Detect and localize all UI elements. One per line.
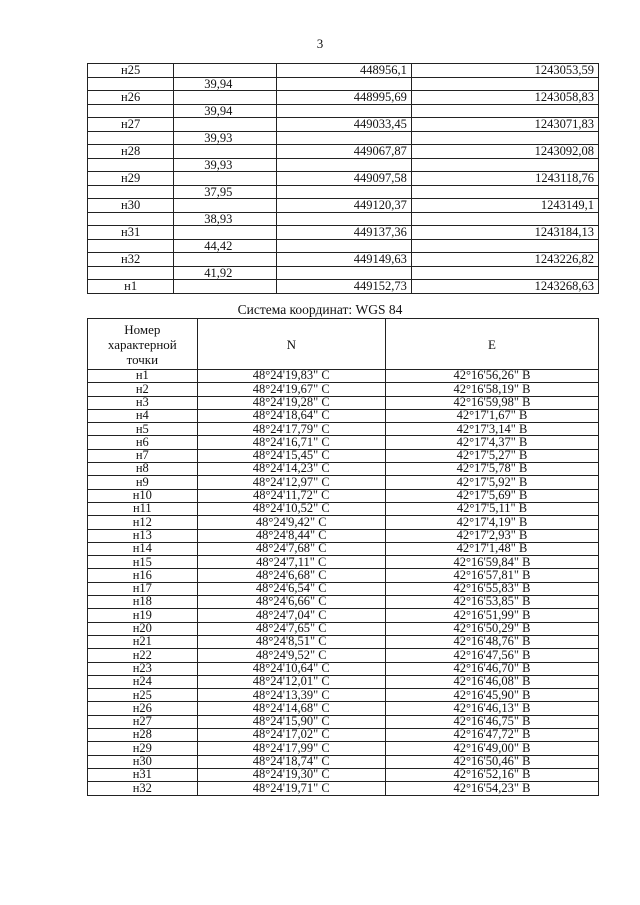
point-latitude: 48°24'11,72" С	[197, 489, 385, 502]
point-latitude: 48°24'19,30" С	[197, 768, 385, 781]
empty-cell	[88, 77, 174, 91]
point-longitude: 42°16'47,72" В	[385, 729, 598, 742]
point-latitude: 48°24'18,74" С	[197, 755, 385, 768]
point-longitude: 42°17'4,37" В	[385, 436, 598, 449]
table-row	[88, 199, 599, 213]
point-x: 449120,37	[277, 199, 412, 213]
point-name: н8	[88, 463, 198, 476]
table-row	[88, 768, 599, 781]
point-x: 449149,63	[277, 253, 412, 267]
table-row	[88, 253, 599, 267]
empty-cell	[411, 77, 598, 91]
point-latitude: 48°24'9,52" С	[197, 649, 385, 662]
empty-cell	[88, 131, 174, 145]
distance-row	[88, 185, 599, 199]
point-name: н29	[88, 742, 198, 755]
empty-cell	[277, 185, 412, 199]
point-latitude: 48°24'19,83" С	[197, 370, 385, 383]
table-row	[88, 502, 599, 515]
point-y: 1243058,83	[411, 91, 598, 105]
point-latitude: 48°24'19,67" С	[197, 383, 385, 396]
distance-row	[88, 239, 599, 253]
point-latitude: 48°24'13,39" С	[197, 689, 385, 702]
point-latitude: 48°24'17,99" С	[197, 742, 385, 755]
point-y: 1243071,83	[411, 118, 598, 132]
point-longitude: 42°16'53,85" В	[385, 596, 598, 609]
point-longitude: 42°16'47,56" В	[385, 649, 598, 662]
empty-cell	[411, 266, 598, 280]
point-latitude: 48°24'14,23" С	[197, 463, 385, 476]
table-header-row	[88, 319, 599, 370]
header-n: N	[197, 319, 385, 370]
point-latitude: 48°24'17,02" С	[197, 729, 385, 742]
point-name: н25	[88, 689, 198, 702]
point-longitude: 42°16'49,00" В	[385, 742, 598, 755]
segment-distance: 38,93	[174, 212, 277, 226]
coordinates-table-msk	[87, 63, 599, 294]
table-row	[88, 409, 599, 422]
point-name: н19	[88, 609, 198, 622]
empty-cell	[411, 158, 598, 172]
point-longitude: 42°17'5,92" В	[385, 476, 598, 489]
point-name: н30	[88, 755, 198, 768]
empty-cell	[411, 212, 598, 226]
point-latitude: 48°24'15,90" С	[197, 715, 385, 728]
point-name: н31	[88, 226, 174, 240]
empty-cell	[411, 104, 598, 118]
point-longitude: 42°16'48,76" В	[385, 635, 598, 648]
point-longitude: 42°17'5,27" В	[385, 449, 598, 462]
point-name: н5	[88, 423, 198, 436]
empty-cell	[411, 239, 598, 253]
point-x: 448995,69	[277, 91, 412, 105]
empty-cell	[277, 104, 412, 118]
point-y: 1243053,59	[411, 64, 598, 78]
point-longitude: 42°16'50,29" В	[385, 622, 598, 635]
empty-cell	[411, 131, 598, 145]
point-name: н24	[88, 675, 198, 688]
table-row	[88, 91, 599, 105]
point-longitude: 42°16'51,99" В	[385, 609, 598, 622]
segment-distance: 39,94	[174, 104, 277, 118]
point-longitude: 42°17'5,11" В	[385, 502, 598, 515]
empty-cell	[174, 172, 277, 186]
point-longitude: 42°17'1,67" В	[385, 409, 598, 422]
empty-cell	[174, 145, 277, 159]
point-latitude: 48°24'17,79" С	[197, 423, 385, 436]
empty-cell	[88, 212, 174, 226]
point-longitude: 42°16'54,23" В	[385, 782, 598, 795]
point-x: 449097,58	[277, 172, 412, 186]
header-e: E	[385, 319, 598, 370]
empty-cell	[411, 185, 598, 199]
point-name: н28	[88, 145, 174, 159]
distance-row	[88, 131, 599, 145]
distance-row	[88, 212, 599, 226]
point-name: н27	[88, 118, 174, 132]
point-x: 449033,45	[277, 118, 412, 132]
point-name: н1	[88, 370, 198, 383]
empty-cell	[88, 104, 174, 118]
point-longitude: 42°16'50,46" В	[385, 755, 598, 768]
table-row	[88, 556, 599, 569]
distance-row	[88, 77, 599, 91]
segment-distance: 44,42	[174, 239, 277, 253]
empty-cell	[174, 118, 277, 132]
table-row	[88, 635, 599, 648]
empty-cell	[277, 77, 412, 91]
point-latitude: 48°24'6,54" С	[197, 582, 385, 595]
coordinates-table-wgs84	[87, 318, 599, 796]
distance-row	[88, 158, 599, 172]
table-row	[88, 463, 599, 476]
empty-cell	[277, 266, 412, 280]
table-row	[88, 596, 599, 609]
point-latitude: 48°24'14,68" С	[197, 702, 385, 715]
point-name: н17	[88, 582, 198, 595]
empty-cell	[88, 266, 174, 280]
point-name: н14	[88, 542, 198, 555]
point-y: 1243118,76	[411, 172, 598, 186]
empty-cell	[174, 199, 277, 213]
point-name: н3	[88, 396, 198, 409]
point-longitude: 42°17'2,93" В	[385, 529, 598, 542]
point-latitude: 48°24'10,52" С	[197, 502, 385, 515]
point-latitude: 48°24'7,04" С	[197, 609, 385, 622]
point-longitude: 42°16'59,98" В	[385, 396, 598, 409]
point-latitude: 48°24'10,64" С	[197, 662, 385, 675]
point-name: н16	[88, 569, 198, 582]
point-longitude: 42°17'1,48" В	[385, 542, 598, 555]
point-name: н9	[88, 476, 198, 489]
point-name: н12	[88, 516, 198, 529]
point-y: 1243149,1	[411, 199, 598, 213]
point-latitude: 48°24'7,68" С	[197, 542, 385, 555]
point-latitude: 48°24'15,45" С	[197, 449, 385, 462]
point-y: 1243226,82	[411, 253, 598, 267]
empty-cell	[174, 91, 277, 105]
point-name: н23	[88, 662, 198, 675]
table-row	[88, 280, 599, 294]
point-name: н28	[88, 729, 198, 742]
empty-cell	[88, 185, 174, 199]
point-latitude: 48°24'18,64" С	[197, 409, 385, 422]
point-name: н21	[88, 635, 198, 648]
point-latitude: 48°24'16,71" С	[197, 436, 385, 449]
point-x: 449137,36	[277, 226, 412, 240]
point-longitude: 42°16'55,83" В	[385, 582, 598, 595]
point-name: н27	[88, 715, 198, 728]
point-longitude: 42°16'58,19" В	[385, 383, 598, 396]
point-y: 1243268,63	[411, 280, 598, 294]
empty-cell	[174, 226, 277, 240]
table-row	[88, 226, 599, 240]
point-longitude: 42°16'46,13" В	[385, 702, 598, 715]
distance-row	[88, 104, 599, 118]
point-name: н13	[88, 529, 198, 542]
point-name: н6	[88, 436, 198, 449]
point-longitude: 42°16'56,26" В	[385, 370, 598, 383]
segment-distance: 39,93	[174, 131, 277, 145]
point-latitude: 48°24'19,28" С	[197, 396, 385, 409]
point-latitude: 48°24'8,44" С	[197, 529, 385, 542]
point-longitude: 42°16'46,08" В	[385, 675, 598, 688]
point-name: н7	[88, 449, 198, 462]
point-longitude: 42°17'4,19" В	[385, 516, 598, 529]
point-name: н20	[88, 622, 198, 635]
point-name: н32	[88, 253, 174, 267]
empty-cell	[174, 280, 277, 294]
empty-cell	[88, 239, 174, 253]
table-row	[88, 729, 599, 742]
point-name: н22	[88, 649, 198, 662]
empty-cell	[277, 158, 412, 172]
point-x: 449067,87	[277, 145, 412, 159]
table-row	[88, 423, 599, 436]
segment-distance: 37,95	[174, 185, 277, 199]
point-name: н10	[88, 489, 198, 502]
point-longitude: 42°16'52,16" В	[385, 768, 598, 781]
point-name: н31	[88, 768, 198, 781]
point-name: н30	[88, 199, 174, 213]
point-latitude: 48°24'8,51" С	[197, 635, 385, 648]
point-name: н29	[88, 172, 174, 186]
empty-cell	[174, 64, 277, 78]
table-row	[88, 689, 599, 702]
table-row	[88, 675, 599, 688]
segment-distance: 39,93	[174, 158, 277, 172]
point-name: н11	[88, 502, 198, 515]
point-longitude: 42°16'46,75" В	[385, 715, 598, 728]
point-longitude: 42°17'3,14" В	[385, 423, 598, 436]
segment-distance: 41,92	[174, 266, 277, 280]
point-name: н15	[88, 556, 198, 569]
point-longitude: 42°16'57,81" В	[385, 569, 598, 582]
point-name: н4	[88, 409, 198, 422]
point-latitude: 48°24'12,01" С	[197, 675, 385, 688]
empty-cell	[277, 212, 412, 226]
point-name: н26	[88, 91, 174, 105]
point-longitude: 42°16'45,90" В	[385, 689, 598, 702]
point-latitude: 48°24'6,66" С	[197, 596, 385, 609]
header-point-number: Номер характерной точки	[88, 319, 198, 370]
point-latitude: 48°24'7,11" С	[197, 556, 385, 569]
table-row	[88, 64, 599, 78]
point-y: 1243184,13	[411, 226, 598, 240]
table-row	[88, 542, 599, 555]
point-latitude: 48°24'19,71" С	[197, 782, 385, 795]
coordinates-table-wgs84-body	[88, 370, 599, 796]
point-x: 449152,73	[277, 280, 412, 294]
point-latitude: 48°24'12,97" С	[197, 476, 385, 489]
point-longitude: 42°17'5,69" В	[385, 489, 598, 502]
table-row	[88, 782, 599, 795]
table-row	[88, 370, 599, 383]
point-x: 448956,1	[277, 64, 412, 78]
point-longitude: 42°16'46,70" В	[385, 662, 598, 675]
point-latitude: 48°24'9,42" С	[197, 516, 385, 529]
point-latitude: 48°24'7,65" С	[197, 622, 385, 635]
point-latitude: 48°24'6,68" С	[197, 569, 385, 582]
empty-cell	[88, 158, 174, 172]
point-name: н1	[88, 280, 174, 294]
table-row	[88, 118, 599, 132]
segment-distance: 39,94	[174, 77, 277, 91]
point-y: 1243092,08	[411, 145, 598, 159]
point-longitude: 42°16'59,84" В	[385, 556, 598, 569]
point-name: н32	[88, 782, 198, 795]
point-longitude: 42°17'5,78" В	[385, 463, 598, 476]
empty-cell	[277, 131, 412, 145]
empty-cell	[174, 253, 277, 267]
coordinate-system-title: Система координат: WGS 84	[237, 302, 403, 317]
table-row	[88, 145, 599, 159]
coordinates-table-msk-body	[88, 64, 599, 294]
empty-cell	[277, 239, 412, 253]
point-name: н25	[88, 64, 174, 78]
distance-row	[88, 266, 599, 280]
table-row	[88, 172, 599, 186]
point-name: н18	[88, 596, 198, 609]
point-name: н26	[88, 702, 198, 715]
point-name: н2	[88, 383, 198, 396]
page-number: 3	[316, 36, 324, 51]
